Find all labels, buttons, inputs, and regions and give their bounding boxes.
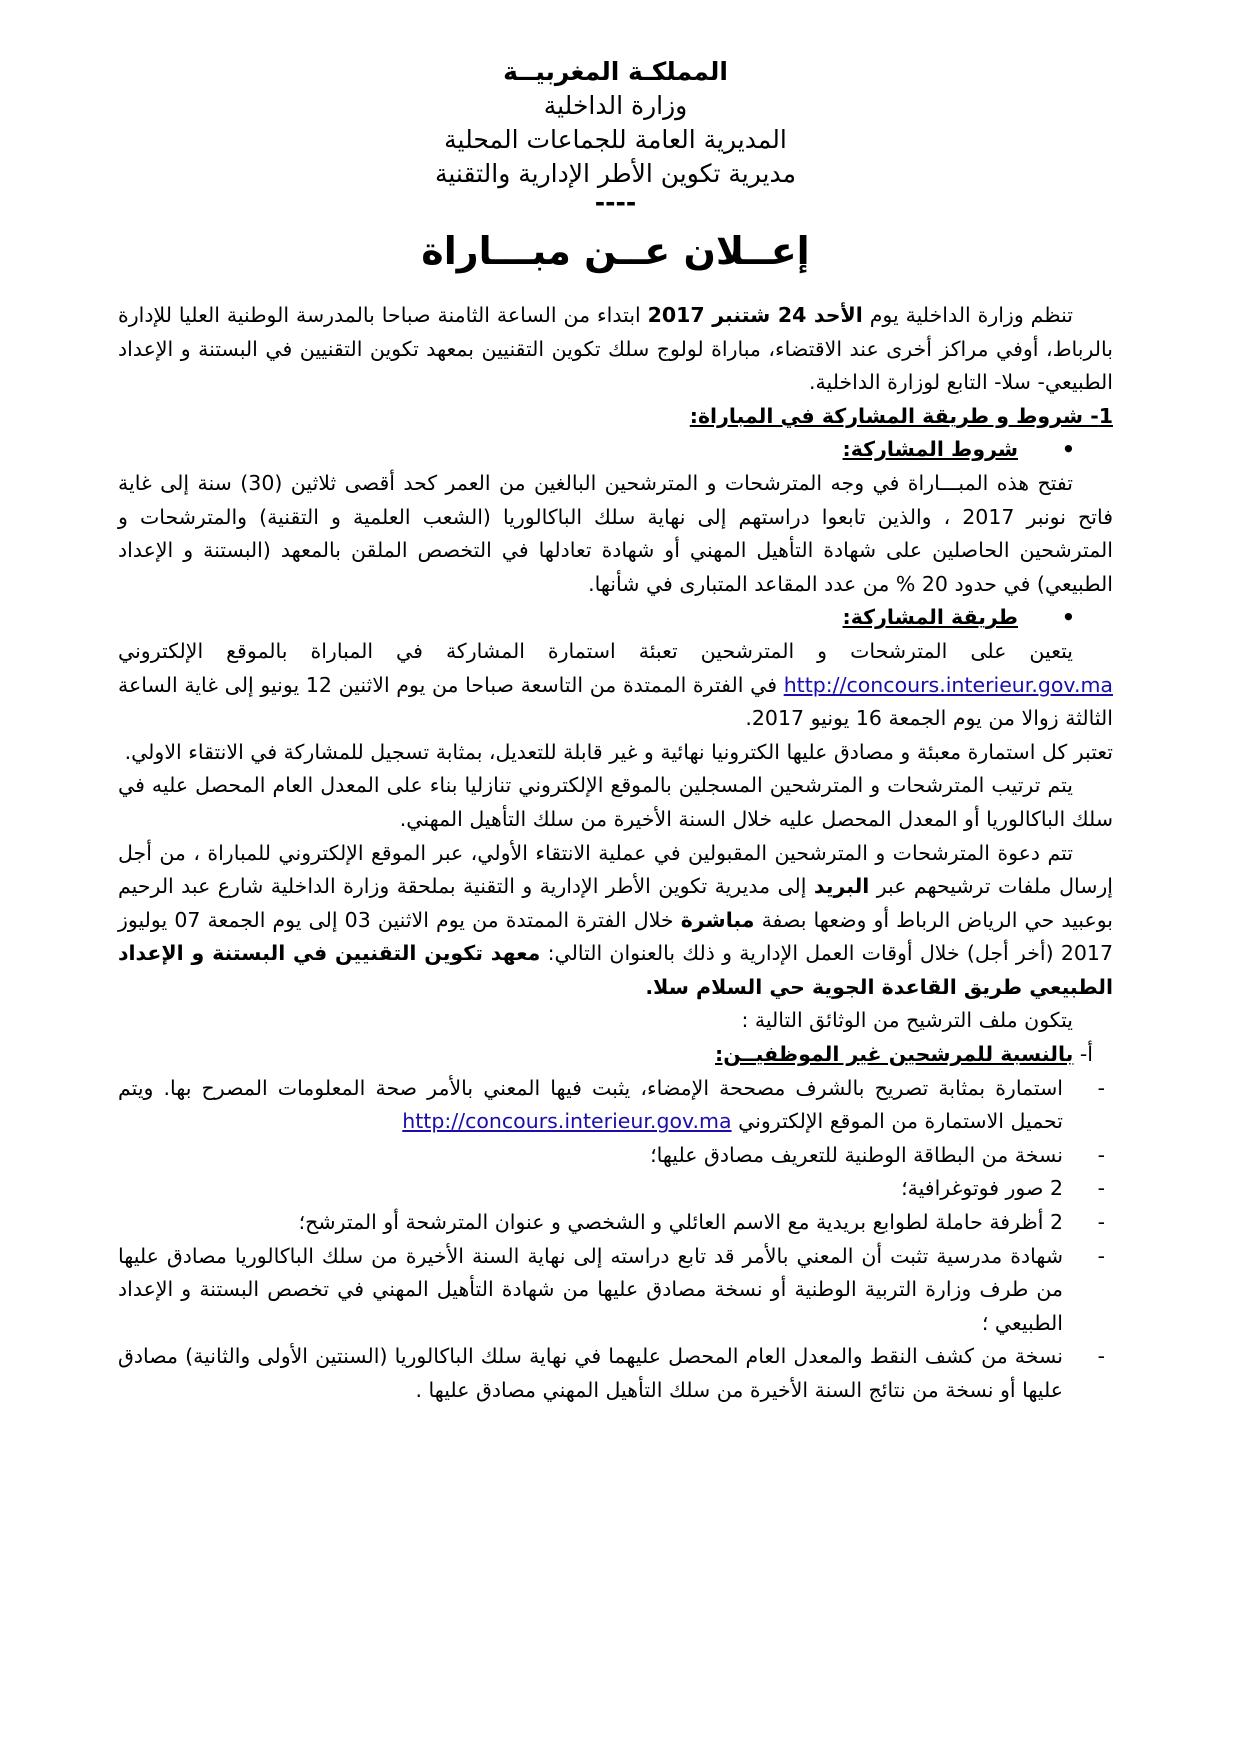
method-paragraph-2: تعتبر كل استمارة معبئة و مصادق عليها الكترونيا نهائية و غير قابلة للتعديل، بمثابة تسجيل للمشاركة في الانتقاء الاولي. bbox=[124, 739, 1113, 764]
directorate-name: مديرية تكوين الأطر الإدارية والتقنية bbox=[434, 159, 796, 188]
document-body bbox=[118, 299, 1113, 1408]
document-text: شهادة مدرسية تثبت أن المعني بالأمر قد تابع دراسته إلى نهاية السنة الأخيرة من سلك الباكالوريا مصادق عليها من طرف وزارة التربية الوطنية أو نسخة مصادق عليها من شهادة التأهيل المهني في تخصص البستنة و الإعداد الطبيعي ؛ bbox=[118, 1243, 1063, 1335]
exam-date: الأحد 24 شتنبر 2017 bbox=[647, 303, 863, 327]
dash-icon: - bbox=[1097, 1176, 1105, 1201]
subsection-letter: أ- bbox=[1073, 1042, 1093, 1067]
document-text: 2 صور فوتوغرافية؛ bbox=[901, 1176, 1063, 1201]
intro-text-end: ابتداء من الساعة الثامنة صباحا بالمدرسة الوطنية العليا للإدارة بالرباط، أوفي مراكز أخرى عند الاقتضاء، مباراة لولوج سلك تكوين التقنيين بمعهد تكوين التقنيين في البستنة و الإعداد الطبيعي- سلا- التابع لوزارة الداخلية. bbox=[118, 303, 1113, 395]
document-text: نسخة من البطاقة الوطنية للتعريف مصادق عليها؛ bbox=[650, 1142, 1063, 1167]
website-link[interactable]: http://concours.interieur.gov.ma bbox=[783, 672, 1113, 697]
document-text: استمارة بمثابة تصريح بالشرف مصححة الإمضاء، يثبت فيها المعني بالأمر صحة المعلومات المصرح بها. ويتم تحميل الاستمارة من الموقع الإلكتروني bbox=[118, 1075, 1063, 1134]
header-divider: ---- bbox=[594, 188, 637, 217]
conditions-heading-text: شروط المشاركة: bbox=[842, 437, 1018, 462]
method-heading bbox=[118, 601, 1113, 635]
bullet-icon: • bbox=[1061, 437, 1075, 462]
file-intro: يتكون ملف الترشيح من الوثائق التالية : bbox=[741, 1008, 1073, 1033]
announcement-page bbox=[118, 55, 1113, 1408]
method-text: تتم دعوة المترشحات و المترشحين المقبولين في عملية الانتقاء الأولي، عبر الموقع الإلكتروني للمباراة ، من أجل إرسال ملفات ترشيحهم عبر bbox=[118, 840, 1113, 899]
list-item bbox=[118, 1072, 1113, 1139]
document-text: 2 أظرفة حاملة لطوابع بريدية مع الاسم العائلي و الشخصي و عنوان المترشحة أو المترشح؛ bbox=[298, 1210, 1063, 1235]
section-1-heading: 1- شروط و طريقة المشاركة في المباراة: bbox=[689, 403, 1113, 428]
method-text: إلى مديرية تكوين الأطر الإدارية و التقنية بملحقة وزارة الداخلية شارع عبد الرحيم بوعبيد حي الرياض الرباط أو وضعها بصفة bbox=[118, 874, 1113, 932]
document-text: نسخة من كشف النقط والمعدل العام المحصل عليهما في نهاية سلك الباكالوريا (السنتين الأولى والثانية) مصادق عليها أو نسخة من نتائج السنة الأخيرة من سلك التأهيل المهني مصادق عليها . bbox=[118, 1344, 1063, 1402]
documents-list bbox=[118, 1072, 1113, 1408]
conditions-heading bbox=[118, 433, 1113, 467]
method-paragraph-4 bbox=[118, 837, 1113, 1005]
letterhead bbox=[118, 55, 1113, 191]
ministry-name: وزارة الداخلية bbox=[543, 91, 688, 120]
intro-paragraph bbox=[118, 299, 1113, 400]
direct-emphasis: مباشرة bbox=[680, 907, 755, 932]
non-employees-heading bbox=[118, 1038, 1113, 1072]
method-paragraph-1 bbox=[118, 635, 1113, 736]
method-period-text: في الفترة الممتدة من التاسعة صباحا من يوم الاثنين 12 يونيو إلى غاية الساعة الثالثة زوالا من يوم الجمعة 16 يونيو 2017. bbox=[118, 672, 1113, 731]
dash-icon: - bbox=[1097, 1243, 1105, 1268]
bullet-icon: • bbox=[1061, 605, 1075, 630]
conditions-paragraph: تفتح هذه المبـــاراة في وجه المترشحات و المترشحين البالغين من العمر كحد أقصى ثلاثين (30) سنة إلى غاية فاتح نونبر 2017 ، والذين تابعوا دراستهم إلى نهاية سلك الباكالوريا (الشعب العلمية و التقنية) والمترشحات و المترشحين الحاصلين على شهادة التأهيل المهني أو شهادة تعادلها في التخصص الملقن بالمعهد (البستنة و الإعداد الطبيعي) في حدود 20 % من عدد المقاعد المتبارى في شأنها. bbox=[118, 470, 1114, 596]
method-text: يتعين على المترشحات و المترشحين تعبئة استمارة المشاركة في المباراة بالموقع الإلكتروني bbox=[118, 638, 1073, 663]
list-item bbox=[118, 1206, 1113, 1240]
list-item bbox=[118, 1240, 1113, 1341]
list-item bbox=[118, 1139, 1113, 1173]
directorate-general-name: المديرية العامة للجماعات المحلية bbox=[444, 125, 787, 154]
non-employees-heading-text: بالنسبة للمرشحين غير الموظفيــن: bbox=[715, 1042, 1074, 1067]
page-title: إعــلان عــن مبـــاراة bbox=[421, 229, 810, 273]
intro-text-start: تنظم وزارة الداخلية يوم bbox=[862, 303, 1073, 327]
list-item bbox=[118, 1172, 1113, 1206]
form-download-link[interactable]: http://concours.interieur.gov.ma bbox=[402, 1109, 732, 1134]
method-text: خلال الفترة الممتدة من يوم الاثنين 03 إلى يوم الجمعة 07 يوليوز 2017 (أخر أجل) خلال أوقات العمل الإدارية و ذلك بالعنوان التالي: bbox=[118, 907, 1113, 966]
post-emphasis: البريد bbox=[813, 874, 870, 899]
dash-icon: - bbox=[1097, 1075, 1105, 1100]
list-item bbox=[118, 1340, 1113, 1407]
dash-icon: - bbox=[1097, 1142, 1105, 1167]
dash-icon: - bbox=[1097, 1344, 1105, 1369]
dash-icon: - bbox=[1097, 1210, 1105, 1235]
institute-address: معهد تكوين التقنيين في البستنة و الإعداد الطبيعي طريق القاعدة الجوية حي السلام سلا. bbox=[118, 941, 1113, 999]
method-heading-text: طريقة المشاركة: bbox=[842, 605, 1018, 630]
kingdom-name: المملكـة المغربيــة bbox=[503, 57, 728, 86]
method-paragraph-3: يتم ترتيب المترشحات و المترشحين المسجلين بالموقع الإلكتروني تنازليا بناء على المعدل العام المحصل عليه في سلك الباكالوريا أو المعدل المحصل عليه خلال السنة الأخيرة من سلك التأهيل المهني. bbox=[118, 773, 1113, 831]
